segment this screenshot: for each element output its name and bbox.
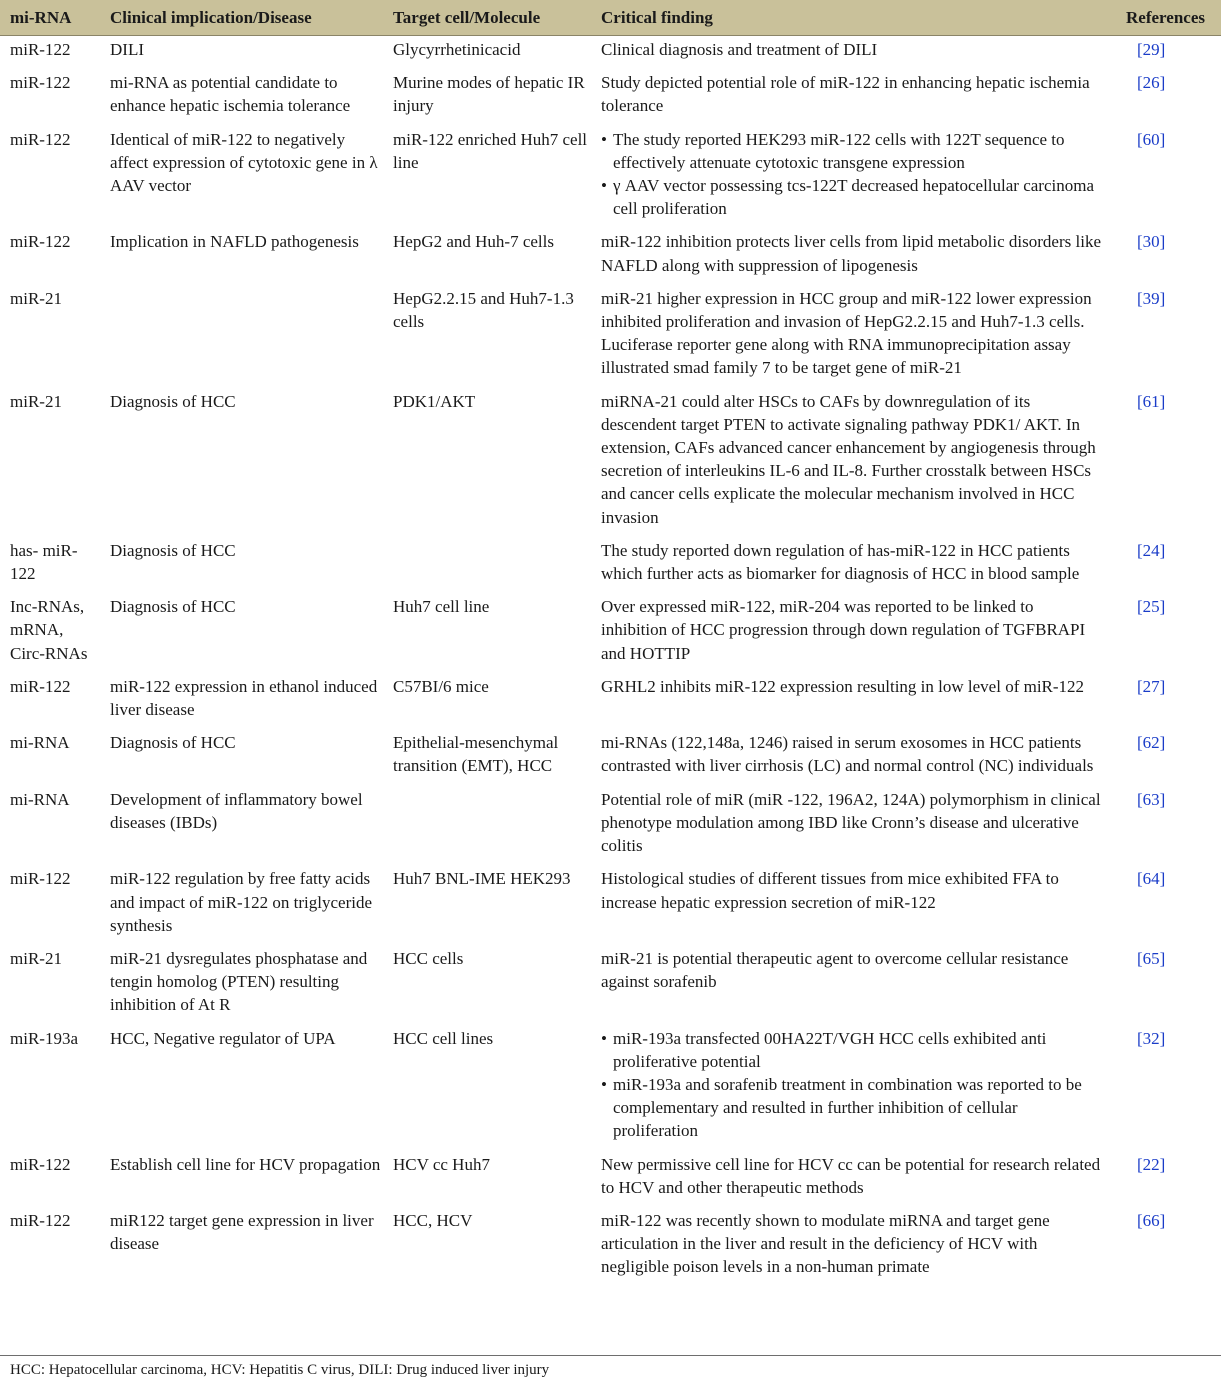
cell-disease: Diagnosis of HCC — [110, 391, 236, 411]
cell-disease: miR-122 regulation by free fatty acids and impact of miR-122 on triglyceride synthesis — [110, 869, 373, 935]
cell-target: HCC cell lines — [393, 1028, 494, 1048]
cell-finding — [591, 1151, 1101, 1207]
cell-reference — [1101, 1207, 1221, 1287]
cell-reference — [1101, 673, 1221, 729]
cell-finding — [591, 1025, 1101, 1151]
finding-text: The study reported down regulation of has-miR-122 in HCC patients which further acts as biomarker for diagnosis of HCC in blood sample — [601, 540, 1080, 584]
table-row — [0, 786, 1221, 866]
header-mirna: mi-RNA — [0, 0, 100, 36]
cell-finding — [591, 729, 1101, 785]
cell-target: Epithelial-mesenchymal transition (EMT), HCC — [393, 733, 559, 776]
cell-disease: DILI — [110, 40, 144, 59]
finding-bullet-list — [601, 1027, 1101, 1143]
reference-link[interactable]: [62] — [1137, 733, 1166, 753]
cell-mirna: miR-122 — [10, 869, 71, 889]
table-row — [0, 36, 1221, 70]
cell-mirna: miR-193a — [10, 1028, 78, 1048]
cell-mirna: miR-122 — [10, 73, 71, 93]
cell-finding — [591, 673, 1101, 729]
cell-mirna: miR-122 — [10, 1154, 71, 1174]
finding-text: mi-RNAs (122,148a, 1246) raised in serum exosomes in HCC patients contrasted with liver cirrhosis (LC) and normal control (NC) individuals — [601, 733, 1094, 776]
table-row — [0, 388, 1221, 537]
cell-mirna: miR-122 — [10, 232, 71, 252]
finding-text: GRHL2 inhibits miR-122 expression resulting in low level of miR-122 — [601, 676, 1085, 696]
cell-finding — [591, 228, 1101, 284]
table-body — [0, 36, 1221, 1287]
finding-text: miR-21 is potential therapeutic agent to overcome cellular resistance against sorafenib — [601, 948, 1069, 992]
cell-disease: Development of inflammatory bowel diseases (IBDs) — [110, 789, 363, 832]
finding-text: Over expressed miR-122, miR-204 was reported to be linked to inhibition of HCC progression through down regulation of TGFBRAPI and HOTTIP — [601, 597, 1086, 663]
reference-link[interactable]: [64] — [1137, 869, 1166, 889]
cell-target: HepG2.2.15 and Huh7-1.3 cells — [393, 288, 574, 332]
reference-link[interactable]: [61] — [1137, 391, 1166, 411]
table-row — [0, 537, 1221, 593]
cell-disease: Identical of miR-122 to negatively affect expression of cytotoxic gene in λ AAV vector — [110, 129, 378, 196]
cell-finding — [591, 388, 1101, 537]
cell-mirna: miR-122 — [10, 40, 71, 59]
cell-target: miR-122 enriched Huh7 cell line — [393, 129, 588, 172]
cell-finding — [591, 537, 1101, 593]
cell-disease: Diagnosis of HCC — [110, 540, 236, 560]
table-row — [0, 1151, 1221, 1207]
cell-reference — [1101, 729, 1221, 785]
finding-bullet: • miR-193a and sorafenib treatment in combination was reported to be complementary and resulted in further inhibition of cellular proliferation — [601, 1073, 1101, 1143]
reference-link[interactable]: [39] — [1137, 288, 1166, 308]
cell-disease: miR-21 dysregulates phosphatase and tengin homolog (PTEN) resulting inhibition of At R — [110, 948, 368, 1015]
cell-reference — [1101, 786, 1221, 866]
cell-finding — [591, 36, 1101, 70]
cell-target: Huh7 BNL-IME HEK293 — [393, 869, 571, 889]
reference-link[interactable]: [30] — [1137, 232, 1166, 252]
reference-link[interactable]: [66] — [1137, 1210, 1166, 1230]
cell-target: C57BI/6 mice — [393, 676, 489, 696]
finding-text: Potential role of miR (miR -122, 196A2, 124A) polymorphism in clinical phenotype modulation among IBD like Cronn’s disease and ulcerative colitis — [601, 789, 1101, 856]
cell-disease — [100, 285, 383, 388]
cell-finding — [591, 285, 1101, 388]
cell-finding — [591, 786, 1101, 866]
cell-mirna: miR-122 — [10, 676, 71, 696]
cell-mirna: mi-RNA — [10, 733, 70, 753]
reference-link[interactable]: [26] — [1137, 73, 1166, 93]
cell-reference — [1101, 865, 1221, 945]
cell-mirna: Inc-RNAs, mRNA, Circ-RNAs — [10, 597, 88, 663]
finding-text: miR-122 was recently shown to modulate miRNA and target gene articulation in the liver and result in the deficiency of HCV with negligible poison levels in a non-human primate — [601, 1210, 1050, 1277]
table-row — [0, 945, 1221, 1025]
cell-finding — [591, 1207, 1101, 1287]
header-disease: Clinical implication/Disease — [100, 0, 383, 36]
cell-mirna: miR-21 — [10, 391, 62, 411]
table-row — [0, 673, 1221, 729]
finding-text: miR-122 inhibition protects liver cells from lipid metabolic disorders like NAFLD along with suppression of lipogenesis — [601, 232, 1101, 275]
cell-target: HCC cells — [393, 948, 464, 968]
cell-mirna: miR-122 — [10, 1210, 71, 1230]
cell-disease: mi-RNA as potential candidate to enhance hepatic ischemia tolerance — [110, 73, 351, 116]
cell-reference — [1101, 228, 1221, 284]
cell-target: HepG2 and Huh-7 cells — [393, 232, 554, 252]
cell-reference — [1101, 69, 1221, 125]
finding-text: miR-21 higher expression in HCC group and miR-122 lower expression inhibited proliferation and invasion of HepG2.2.15 and Huh7-1.3 cells. Luciferase reporter gene along with RNA immunoprecipitation assay illustrated smad family 7 to be target gene of miR-21 — [601, 288, 1092, 378]
table-row — [0, 69, 1221, 125]
table-row — [0, 865, 1221, 945]
finding-text: Histological studies of different tissues from mice exhibited FFA to increase hepatic expression secretion of miR-122 — [601, 869, 1059, 912]
cell-disease: Establish cell line for HCV propagation — [110, 1154, 381, 1174]
cell-mirna: miR-21 — [10, 948, 62, 968]
cell-reference — [1101, 1151, 1221, 1207]
reference-link[interactable]: [60] — [1137, 129, 1166, 149]
table-row — [0, 126, 1221, 229]
cell-reference — [1101, 285, 1221, 388]
table-row — [0, 228, 1221, 284]
cell-disease: miR-122 expression in ethanol induced liver disease — [110, 676, 378, 720]
cell-reference — [1101, 36, 1221, 70]
table-row — [0, 593, 1221, 673]
cell-target: Murine modes of hepatic IR injury — [393, 73, 585, 116]
cell-target: HCV cc Huh7 — [393, 1154, 490, 1174]
table-row — [0, 1025, 1221, 1151]
finding-bullet-list — [601, 128, 1101, 221]
cell-finding — [591, 126, 1101, 229]
cell-target: HCC, HCV — [393, 1210, 473, 1230]
header-references: References — [1101, 0, 1221, 36]
cell-disease: Diagnosis of HCC — [110, 597, 236, 617]
reference-link[interactable]: [32] — [1137, 1028, 1166, 1048]
cell-reference — [1101, 126, 1221, 229]
finding-text: miRNA-21 could alter HSCs to CAFs by downregulation of its descendent target PTEN to activate signaling pathway PDK1/ AKT. In extension, CAFs advanced cancer enhancement by angiogenesis through secretion of interleukins IL-6 and IL-8. Further crosstalk between HSCs and cancer cells explicate the molecular mechanism involved in HCC invasion — [601, 391, 1096, 527]
cell-mirna: miR-21 — [10, 288, 62, 308]
finding-bullet: • γ AAV vector possessing tcs-122T decreased hepatocellular carcinoma cell proliferation — [601, 174, 1101, 220]
cell-disease: HCC, Negative regulator of UPA — [110, 1028, 336, 1048]
cell-mirna: miR-122 — [10, 129, 71, 149]
reference-link[interactable]: [24] — [1137, 540, 1166, 560]
reference-link[interactable]: [25] — [1137, 597, 1166, 617]
cell-reference — [1101, 537, 1221, 593]
reference-link[interactable]: [63] — [1137, 789, 1166, 809]
cell-disease: Diagnosis of HCC — [110, 733, 236, 753]
finding-bullet: • miR-193a transfected 00HA22T/VGH HCC cells exhibited anti proliferative potential — [601, 1027, 1101, 1073]
reference-link[interactable]: [27] — [1137, 676, 1166, 696]
cell-finding — [591, 69, 1101, 125]
table-row — [0, 1207, 1221, 1287]
cell-reference — [1101, 388, 1221, 537]
cell-disease: Implication in NAFLD pathogenesis — [110, 232, 359, 252]
reference-link[interactable]: [29] — [1137, 40, 1166, 59]
cell-mirna: mi-RNA — [10, 789, 70, 809]
cell-target — [383, 786, 591, 866]
cell-target: Glycyrrhetinicacid — [393, 40, 521, 59]
table-footnote: HCC: Hepatocellular carcinoma, HCV: Hepatitis C virus, DILI: Drug induced liver injury — [0, 1355, 1221, 1379]
finding-text: Clinical diagnosis and treatment of DILI — [601, 40, 878, 59]
cell-disease: miR122 target gene expression in liver disease — [110, 1210, 374, 1254]
cell-reference — [1101, 1025, 1221, 1151]
cell-mirna: has- miR-122 — [10, 540, 78, 584]
cell-finding — [591, 865, 1101, 945]
cell-reference — [1101, 945, 1221, 1025]
cell-finding — [591, 593, 1101, 673]
table-header — [0, 0, 1221, 36]
reference-link[interactable]: [22] — [1137, 1154, 1166, 1174]
finding-text: New permissive cell line for HCV cc can be potential for research related to HCV and other therapeutic methods — [601, 1154, 1101, 1197]
header-target: Target cell/Molecule — [383, 0, 591, 36]
cell-target: Huh7 cell line — [393, 597, 490, 617]
finding-bullet: • The study reported HEK293 miR-122 cells with 122T sequence to effectively attenuate cytotoxic transgene expression — [601, 128, 1101, 174]
table-row — [0, 285, 1221, 388]
header-finding: Critical finding — [591, 0, 1101, 36]
cell-target — [383, 537, 591, 593]
cell-finding — [591, 945, 1101, 1025]
cell-target: PDK1/AKT — [393, 391, 476, 411]
cell-reference — [1101, 593, 1221, 673]
table-row — [0, 729, 1221, 785]
finding-text: Study depicted potential role of miR-122 in enhancing hepatic ischemia tolerance — [601, 73, 1090, 116]
reference-link[interactable]: [65] — [1137, 948, 1166, 968]
